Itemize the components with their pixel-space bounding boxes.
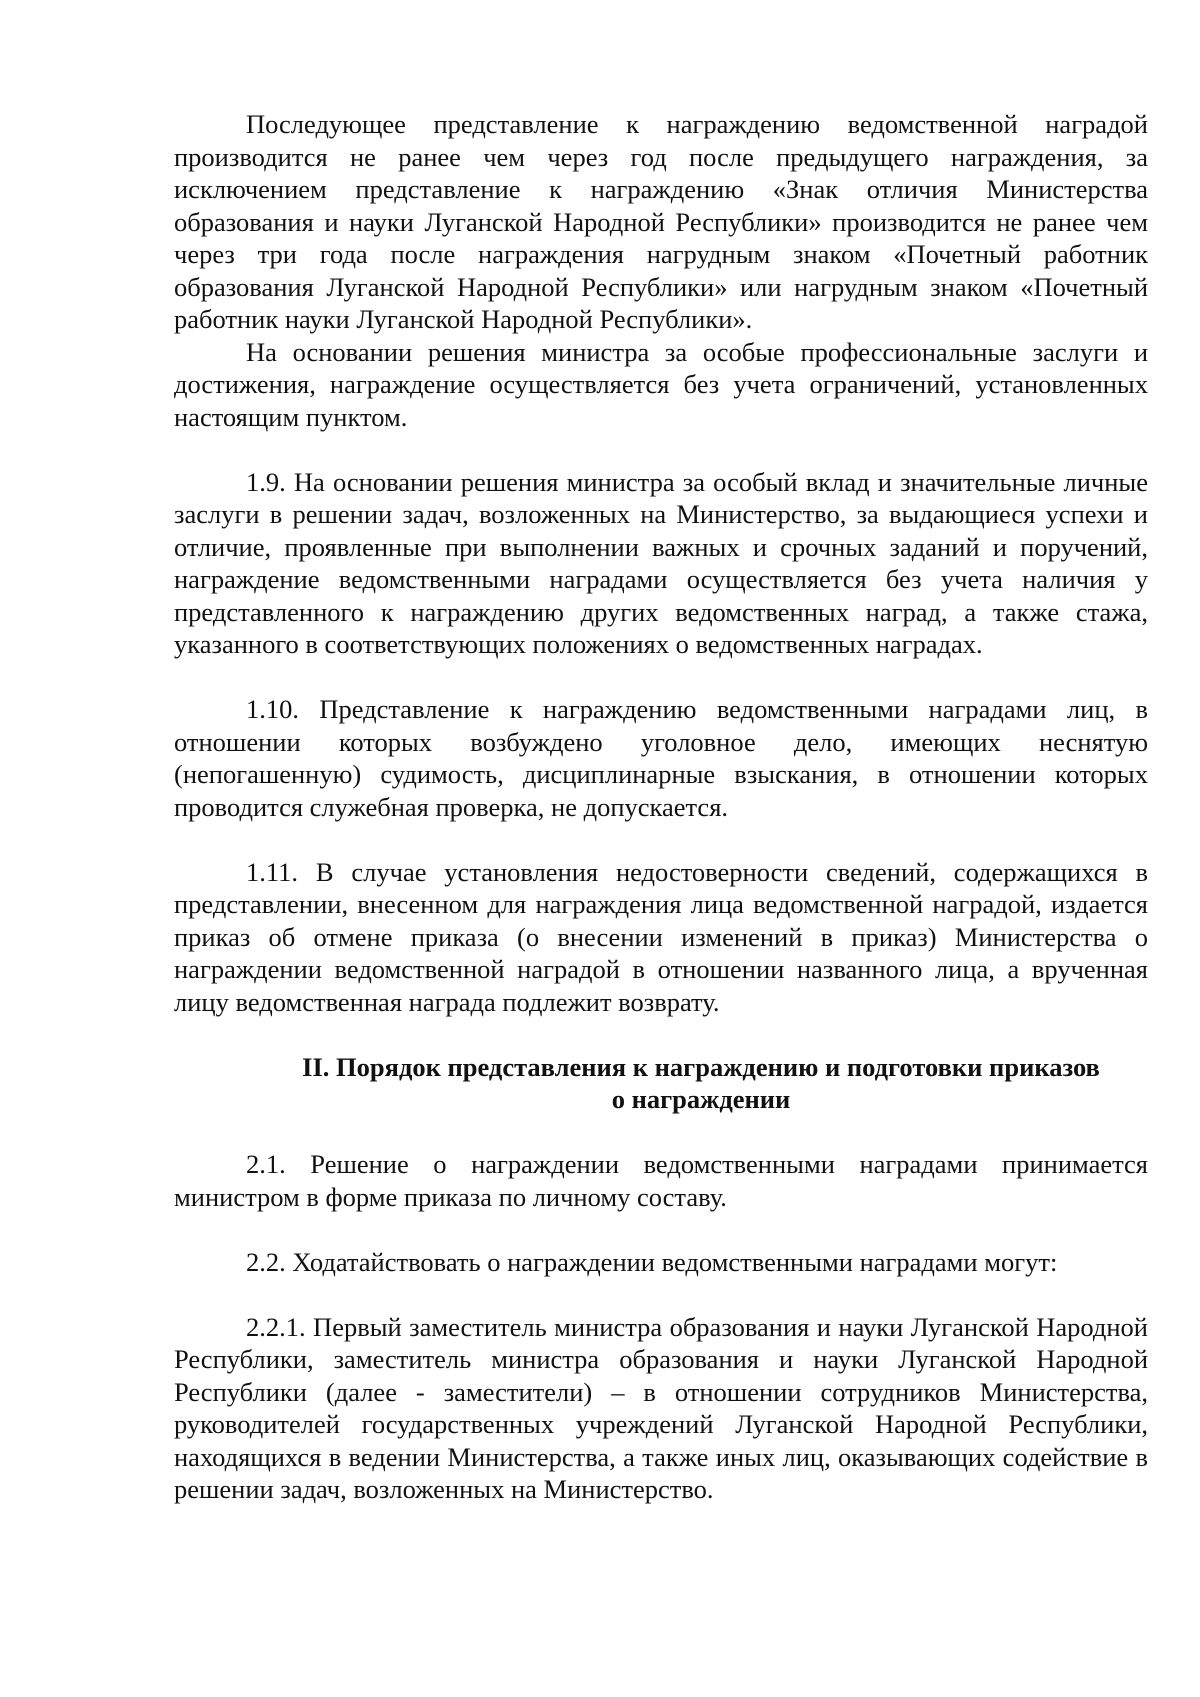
section-heading-line-1: II. Порядок представления к награждению и подготовки приказов: [302, 1051, 1100, 1082]
section-heading: [174, 1051, 1148, 1116]
paragraph-1-10: 1.10. Представление к награждению ведомственными наградами лиц, в отношении которых возбуждено уголовное дело, имеющих неснятую (непогашенную) судимость, дисциплинарные взыскания, в отношении которых проводится служебная проверка, не допускается.: [174, 694, 1148, 822]
paragraph-1-9: 1.9. На основании решения министра за особый вклад и значительные личные заслуги в решении задач, возложенных на Министерство, за выдающиеся успехи и отличие, проявленные при выполнении важных и срочных заданий и поручений, награждение ведомственными наградами осуществляется без учета наличия у представленного к награждению других ведомственных наград, а также стажа, указанного в соответствующих положениях о ведомственных наградах.: [174, 466, 1148, 659]
document-page: [174, 108, 1148, 1506]
paragraph-subsequent-award: Последующее представление к награждению ведомственной наградой производится не ранее чем через год после предыдущего награждения, за исключением представление к награждению «Знак отличия Министерства образования и науки Луганской Народной Республики» производится не ранее чем через три года после награждения нагрудным знаком «Почетный работник образования Луганской Народной Республики» или нагрудным знаком «Почетный работник науки Луганской Народной Республики».: [174, 109, 1148, 334]
paragraph-minister-decision: На основании решения министра за особые профессиональные заслуги и достижения, награждение осуществляется без учета ограничений, установленных настоящим пунктом.: [174, 336, 1148, 432]
paragraph-2-1: 2.1. Решение о награждении ведомственными наградами принимается министром в форме приказа по личному составу.: [174, 1149, 1148, 1212]
paragraph-2-2-1: 2.2.1. Первый заместитель министра образования и науки Луганской Народной Республики, заместитель министра образования и науки Луганской Народной Республики (далее - заместители) – в отношении сотрудников Министерства, руководителей государственных учреждений Луганской Народной Республики, находящихся в ведении Министерства, а также иных лиц, оказывающих содействие в решении задач, возложенных на Министерство.: [174, 1311, 1148, 1504]
section-heading-line-2: о награждении: [611, 1084, 791, 1114]
paragraph-2-2: 2.2. Ходатайствовать о награждении ведомственными наградами могут:: [246, 1246, 1058, 1277]
paragraph-1-11: 1.11. В случае установления недостоверности сведений, содержащихся в представлении, внесенном для награждения лица ведомственной наградой, издается приказ об отмене приказа (о внесении изменений в приказ) Министерства о награждении ведомственной наградой в отношении названного лица, а врученная лицу ведомственная награда подлежит возврату.: [174, 856, 1148, 1017]
